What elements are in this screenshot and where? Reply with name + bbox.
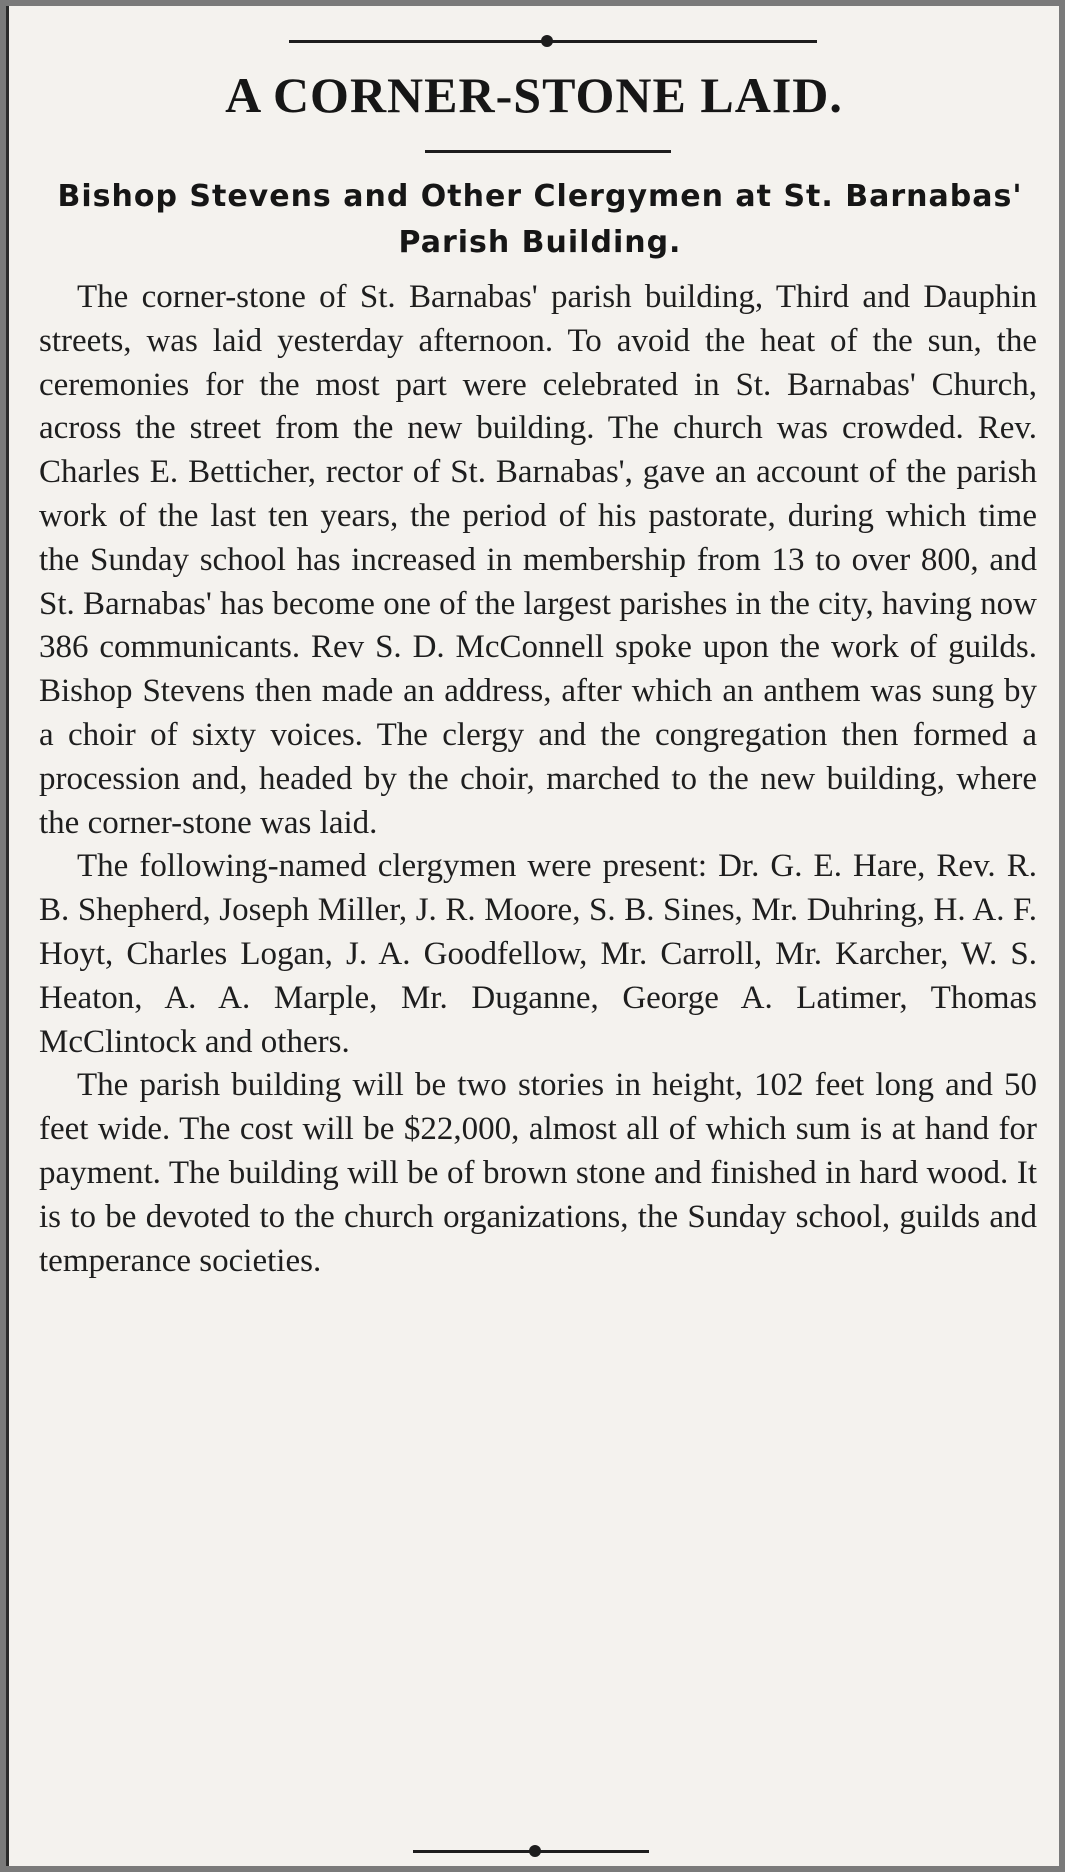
rule-dot — [529, 1845, 541, 1857]
newspaper-clipping — [6, 6, 1059, 1866]
paragraph-building-details: The parish building will be two stories in height, 102 feet long and 50 feet wide. The cost will be $22,000, almost all of which sum is at hand for payment. The building will be of brown stone and finished in hard wood. It is to be devoted to the church organizations, the Sunday school, guilds and temperance societies. — [39, 1067, 1037, 1279]
rule-line — [289, 40, 817, 43]
article-body — [39, 276, 1037, 1283]
headline: A CORNER-STONE LAID. — [225, 67, 843, 123]
subheadline: Bishop Stevens and Other Clergymen at St. Barnabas' Parish Building. — [57, 179, 1023, 260]
top-ornamental-rule — [9, 34, 1059, 48]
headline-divider — [425, 150, 671, 153]
bottom-ornamental-rule — [9, 1844, 1059, 1858]
paragraph-ceremony: The corner-stone of St. Barnabas' parish building, Third and Dauphin streets, was laid yesterday afternoon. To avoid the heat of the sun, the ceremonies for the most part were celebrated in St. Barnabas' Church, across the street from the new building. The church was crowded. Rev. Charles E. Betticher, rector of St. Barnabas', gave an account of the parish work of the last ten years, the period of his pastorate, during which time the Sunday school has increased in membership from 13 to over 800, and St. Barnabas' has become one of the largest parishes in the city, having now 386 communicants. Rev S. D. McConnell spoke upon the work of guilds. Bishop Stevens then made an address, after which an anthem was sung by a choir of sixty voices. The clergy and the congregation then formed a procession and, headed by the choir, marched to the new building, where the corner-stone was laid. — [39, 279, 1037, 841]
paragraph-clergy-present: The following-named clergymen were present: Dr. G. E. Hare, Rev. R. B. Shepherd, Joseph Miller, J. R. Moore, S. B. Sines, Mr. Duhring, H. A. F. Hoyt, Charles Logan, J. A. Goodfellow, Mr. Carroll, Mr. Karcher, W. S. Heaton, A. A. Marple, Mr. Duganne, George A. Latimer, Thomas McClintock and others. — [39, 848, 1037, 1060]
rule-dot — [541, 35, 553, 47]
